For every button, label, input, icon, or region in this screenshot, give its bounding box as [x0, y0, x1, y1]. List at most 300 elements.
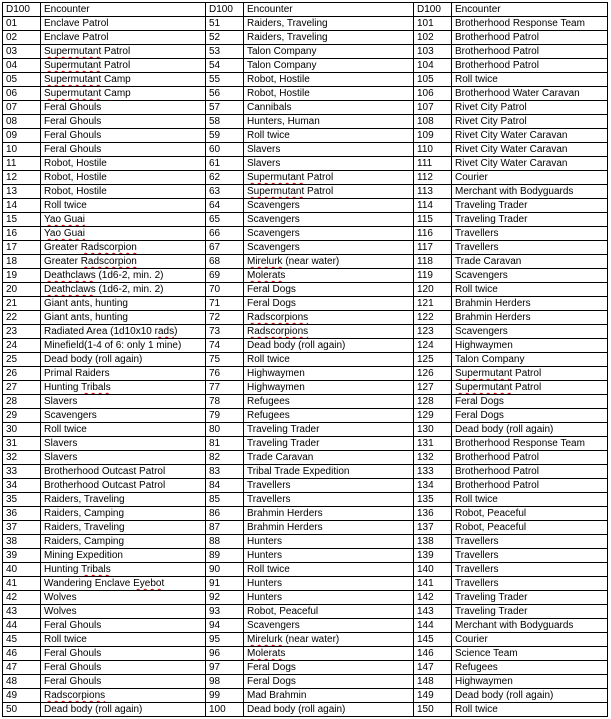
roll-number-cell: 28: [3, 395, 41, 409]
roll-number-cell: 08: [3, 115, 41, 129]
encounter-cell: Scavengers: [244, 199, 414, 213]
table-row: [3, 297, 608, 311]
table-row: [3, 59, 608, 73]
roll-number-cell: 17: [3, 241, 41, 255]
table-row: [3, 647, 608, 661]
encounter-cell: Robot, Peaceful: [452, 507, 608, 521]
encounter-cell: Feral Ghouls: [41, 675, 206, 689]
encounter-cell: Traveling Trader: [452, 213, 608, 227]
encounter-cell: Refugees: [452, 661, 608, 675]
table-row: [3, 563, 608, 577]
roll-number-cell: 07: [3, 101, 41, 115]
encounter-cell: Supermutant Camp: [41, 87, 206, 101]
roll-number-cell: 83: [206, 465, 244, 479]
roll-number-cell: 108: [414, 115, 452, 129]
roll-number-cell: 34: [3, 479, 41, 493]
roll-number-cell: 58: [206, 115, 244, 129]
roll-number-cell: 13: [3, 185, 41, 199]
encounter-cell: Radiated Area (1d10x10 rads): [41, 325, 206, 339]
roll-number-cell: 11: [3, 157, 41, 171]
table-row: [3, 703, 608, 717]
roll-number-cell: 43: [3, 605, 41, 619]
table-row: [3, 689, 608, 703]
roll-number-cell: 123: [414, 325, 452, 339]
encounter-cell: Brahmin Herders: [452, 297, 608, 311]
table-row: [3, 157, 608, 171]
roll-number-cell: 97: [206, 661, 244, 675]
encounter-cell: Feral Ghouls: [41, 647, 206, 661]
roll-number-cell: 135: [414, 493, 452, 507]
encounter-cell: Merchant with Bodyguards: [452, 619, 608, 633]
encounter-cell: Hunting Tribals: [41, 381, 206, 395]
encounter-cell: Trade Caravan: [244, 451, 414, 465]
encounter-cell: Roll twice: [244, 353, 414, 367]
encounter-cell: Rivet City Water Caravan: [452, 143, 608, 157]
encounter-cell: Roll twice: [244, 129, 414, 143]
encounter-cell: Slavers: [244, 157, 414, 171]
encounter-cell: Courier: [452, 171, 608, 185]
encounter-cell: Feral Dogs: [244, 297, 414, 311]
roll-number-cell: 06: [3, 87, 41, 101]
roll-number-cell: 103: [414, 45, 452, 59]
encounter-cell: Giant ants, hunting: [41, 297, 206, 311]
encounter-cell: Tribal Trade Expedition: [244, 465, 414, 479]
encounter-cell: Traveling Trader: [244, 437, 414, 451]
roll-number-cell: 15: [3, 213, 41, 227]
roll-number-cell: 03: [3, 45, 41, 59]
roll-number-cell: 71: [206, 297, 244, 311]
roll-number-cell: 04: [3, 59, 41, 73]
encounter-cell: Brotherhood Water Caravan: [452, 87, 608, 101]
roll-number-cell: 147: [414, 661, 452, 675]
encounter-cell: Traveling Trader: [452, 605, 608, 619]
encounter-cell: Feral Ghouls: [41, 101, 206, 115]
table-row: [3, 87, 608, 101]
table-row: [3, 73, 608, 87]
encounter-cell: Highwaymen: [452, 675, 608, 689]
encounter-cell: Hunters: [244, 535, 414, 549]
table-row: [3, 549, 608, 563]
table-row: [3, 633, 608, 647]
roll-number-cell: 68: [206, 255, 244, 269]
encounter-cell: Minefield(1-4 of 6: only 1 mine): [41, 339, 206, 353]
encounter-cell: Travellers: [452, 227, 608, 241]
roll-number-cell: 146: [414, 647, 452, 661]
table-row: [3, 451, 608, 465]
encounter-cell: Highwaymen: [244, 381, 414, 395]
encounter-cell: Molerats: [244, 269, 414, 283]
encounter-cell: Traveling Trader: [452, 591, 608, 605]
roll-number-cell: 25: [3, 353, 41, 367]
roll-number-cell: 70: [206, 283, 244, 297]
roll-number-cell: 52: [206, 31, 244, 45]
encounter-cell: Robot, Peaceful: [244, 605, 414, 619]
roll-number-cell: 19: [3, 269, 41, 283]
roll-number-cell: 53: [206, 45, 244, 59]
roll-number-cell: 24: [3, 339, 41, 353]
table-row: [3, 269, 608, 283]
encounter-cell: Raiders, Traveling: [41, 521, 206, 535]
roll-number-cell: 26: [3, 367, 41, 381]
encounter-cell: Brahmin Herders: [244, 521, 414, 535]
encounter-cell: Brotherhood Patrol: [452, 479, 608, 493]
encounter-cell: Roll twice: [41, 423, 206, 437]
header-d100: D100: [414, 3, 452, 17]
encounter-cell: Rivet City Water Caravan: [452, 157, 608, 171]
roll-number-cell: 36: [3, 507, 41, 521]
encounter-cell: Scavengers: [244, 619, 414, 633]
table-row: [3, 171, 608, 185]
encounter-cell: Roll twice: [452, 493, 608, 507]
encounter-cell: Dead body (roll again): [244, 703, 414, 717]
encounter-cell: Slavers: [41, 437, 206, 451]
roll-number-cell: 140: [414, 563, 452, 577]
encounter-cell: Slavers: [244, 143, 414, 157]
roll-number-cell: 35: [3, 493, 41, 507]
table-row: [3, 325, 608, 339]
table-row: [3, 381, 608, 395]
roll-number-cell: 56: [206, 87, 244, 101]
roll-number-cell: 132: [414, 451, 452, 465]
roll-number-cell: 61: [206, 157, 244, 171]
encounter-cell: Scavengers: [452, 325, 608, 339]
table-row: [3, 395, 608, 409]
encounter-cell: Wandering Enclave Eyebot: [41, 577, 206, 591]
roll-number-cell: 50: [3, 703, 41, 717]
table-row: [3, 339, 608, 353]
roll-number-cell: 129: [414, 409, 452, 423]
roll-number-cell: 109: [414, 129, 452, 143]
table-row: [3, 409, 608, 423]
encounter-cell: Mirelurk (near water): [244, 633, 414, 647]
roll-number-cell: 115: [414, 213, 452, 227]
encounter-cell: Feral Dogs: [452, 395, 608, 409]
encounter-cell: Radscorpions: [41, 689, 206, 703]
table-row: [3, 661, 608, 675]
table-row: [3, 213, 608, 227]
roll-number-cell: 149: [414, 689, 452, 703]
roll-number-cell: 96: [206, 647, 244, 661]
roll-number-cell: 33: [3, 465, 41, 479]
encounter-cell: Travellers: [452, 549, 608, 563]
roll-number-cell: 93: [206, 605, 244, 619]
roll-number-cell: 23: [3, 325, 41, 339]
roll-number-cell: 16: [3, 227, 41, 241]
roll-number-cell: 55: [206, 73, 244, 87]
roll-number-cell: 72: [206, 311, 244, 325]
encounter-cell: Dead body (roll again): [41, 703, 206, 717]
roll-number-cell: 90: [206, 563, 244, 577]
roll-number-cell: 32: [3, 451, 41, 465]
roll-number-cell: 116: [414, 227, 452, 241]
table-row: [3, 577, 608, 591]
roll-number-cell: 124: [414, 339, 452, 353]
roll-number-cell: 141: [414, 577, 452, 591]
encounter-cell: Brotherhood Patrol: [452, 59, 608, 73]
roll-number-cell: 18: [3, 255, 41, 269]
roll-number-cell: 95: [206, 633, 244, 647]
roll-number-cell: 130: [414, 423, 452, 437]
encounter-cell: Slavers: [41, 451, 206, 465]
encounter-cell: Merchant with Bodyguards: [452, 185, 608, 199]
encounter-cell: Enclave Patrol: [41, 31, 206, 45]
encounter-cell: Rivet City Water Caravan: [452, 129, 608, 143]
encounter-cell: Brotherhood Outcast Patrol: [41, 465, 206, 479]
roll-number-cell: 22: [3, 311, 41, 325]
header-row: [3, 3, 608, 17]
encounter-cell: Slavers: [41, 395, 206, 409]
roll-number-cell: 125: [414, 353, 452, 367]
table-row: [3, 311, 608, 325]
encounter-cell: Highwaymen: [452, 339, 608, 353]
roll-number-cell: 41: [3, 577, 41, 591]
encounter-cell: Robot, Hostile: [41, 171, 206, 185]
encounter-cell: Roll twice: [244, 563, 414, 577]
roll-number-cell: 110: [414, 143, 452, 157]
encounter-cell: Wolves: [41, 591, 206, 605]
table-row: [3, 605, 608, 619]
roll-number-cell: 02: [3, 31, 41, 45]
encounter-cell: Scavengers: [244, 213, 414, 227]
table-row: [3, 535, 608, 549]
encounter-cell: Feral Dogs: [244, 675, 414, 689]
table-row: [3, 143, 608, 157]
table-row: [3, 465, 608, 479]
roll-number-cell: 133: [414, 465, 452, 479]
roll-number-cell: 150: [414, 703, 452, 717]
encounter-cell: Wolves: [41, 605, 206, 619]
roll-number-cell: 120: [414, 283, 452, 297]
encounter-cell: Feral Ghouls: [41, 143, 206, 157]
roll-number-cell: 09: [3, 129, 41, 143]
roll-number-cell: 42: [3, 591, 41, 605]
encounter-cell: Talon Company: [452, 353, 608, 367]
encounter-cell: Roll twice: [452, 703, 608, 717]
encounter-cell: Robot, Hostile: [244, 87, 414, 101]
roll-number-cell: 102: [414, 31, 452, 45]
table-row: [3, 185, 608, 199]
roll-number-cell: 139: [414, 549, 452, 563]
encounter-cell: Feral Ghouls: [41, 661, 206, 675]
encounter-cell: Supermutant Patrol: [41, 45, 206, 59]
roll-number-cell: 131: [414, 437, 452, 451]
roll-number-cell: 05: [3, 73, 41, 87]
encounter-cell: Giant ants, hunting: [41, 311, 206, 325]
roll-number-cell: 49: [3, 689, 41, 703]
roll-number-cell: 117: [414, 241, 452, 255]
roll-number-cell: 60: [206, 143, 244, 157]
roll-number-cell: 10: [3, 143, 41, 157]
encounter-cell: Dead body (roll again): [244, 339, 414, 353]
roll-number-cell: 99: [206, 689, 244, 703]
table-row: [3, 493, 608, 507]
encounter-cell: Dead body (roll again): [452, 423, 608, 437]
roll-number-cell: 14: [3, 199, 41, 213]
encounter-cell: Highwaymen: [244, 367, 414, 381]
encounter-cell: Travellers: [244, 493, 414, 507]
roll-number-cell: 98: [206, 675, 244, 689]
encounter-cell: Rivet City Patrol: [452, 101, 608, 115]
roll-number-cell: 104: [414, 59, 452, 73]
table-row: [3, 675, 608, 689]
encounter-cell: Courier: [452, 633, 608, 647]
encounter-cell: Trade Caravan: [452, 255, 608, 269]
roll-number-cell: 37: [3, 521, 41, 535]
roll-number-cell: 85: [206, 493, 244, 507]
roll-number-cell: 74: [206, 339, 244, 353]
table-row: [3, 353, 608, 367]
encounter-cell: Deathclaws (1d6-2, min. 2): [41, 269, 206, 283]
roll-number-cell: 84: [206, 479, 244, 493]
encounter-cell: Roll twice: [41, 199, 206, 213]
encounter-cell: Cannibals: [244, 101, 414, 115]
encounter-cell: Mad Brahmin: [244, 689, 414, 703]
roll-number-cell: 106: [414, 87, 452, 101]
roll-number-cell: 127: [414, 381, 452, 395]
roll-number-cell: 59: [206, 129, 244, 143]
header-d100: D100: [206, 3, 244, 17]
roll-number-cell: 66: [206, 227, 244, 241]
roll-number-cell: 134: [414, 479, 452, 493]
header-encounter: Encounter: [41, 3, 206, 17]
table-row: [3, 115, 608, 129]
roll-number-cell: 119: [414, 269, 452, 283]
table-row: [3, 45, 608, 59]
encounter-cell: Travellers: [452, 563, 608, 577]
roll-number-cell: 27: [3, 381, 41, 395]
roll-number-cell: 75: [206, 353, 244, 367]
encounter-cell: Scavengers: [244, 241, 414, 255]
encounter-cell: Scavengers: [452, 269, 608, 283]
encounter-cell: Hunters: [244, 577, 414, 591]
encounter-cell: Dead body (roll again): [452, 689, 608, 703]
table-row: [3, 479, 608, 493]
encounter-cell: Feral Dogs: [244, 661, 414, 675]
encounter-cell: Raiders, Traveling: [244, 17, 414, 31]
table-row: [3, 31, 608, 45]
roll-number-cell: 51: [206, 17, 244, 31]
roll-number-cell: 01: [3, 17, 41, 31]
encounter-cell: Refugees: [244, 409, 414, 423]
roll-number-cell: 20: [3, 283, 41, 297]
encounter-cell: Rivet City Patrol: [452, 115, 608, 129]
table-row: [3, 507, 608, 521]
roll-number-cell: 44: [3, 619, 41, 633]
encounter-cell: Raiders, Camping: [41, 535, 206, 549]
roll-number-cell: 121: [414, 297, 452, 311]
table-row: [3, 423, 608, 437]
roll-number-cell: 54: [206, 59, 244, 73]
encounter-cell: Brotherhood Response Team: [452, 17, 608, 31]
roll-number-cell: 137: [414, 521, 452, 535]
encounter-cell: Robot, Peaceful: [452, 521, 608, 535]
roll-number-cell: 38: [3, 535, 41, 549]
encounter-cell: Feral Dogs: [452, 409, 608, 423]
encounter-cell: Yao Guai: [41, 227, 206, 241]
encounter-cell: Feral Dogs: [244, 283, 414, 297]
encounter-cell: Yao Guai: [41, 213, 206, 227]
table-row: [3, 283, 608, 297]
roll-number-cell: 101: [414, 17, 452, 31]
roll-number-cell: 79: [206, 409, 244, 423]
table-row: [3, 227, 608, 241]
encounter-cell: Raiders, Camping: [41, 507, 206, 521]
table-row: [3, 17, 608, 31]
roll-number-cell: 118: [414, 255, 452, 269]
encounter-cell: Brotherhood Patrol: [452, 45, 608, 59]
encounter-cell: Deathclaws (1d6-2, min. 2): [41, 283, 206, 297]
roll-number-cell: 145: [414, 633, 452, 647]
encounter-cell: Traveling Trader: [244, 423, 414, 437]
encounter-cell: Refugees: [244, 395, 414, 409]
roll-number-cell: 48: [3, 675, 41, 689]
encounter-cell: Scavengers: [244, 227, 414, 241]
table-row: [3, 129, 608, 143]
encounter-cell: Dead body (roll again): [41, 353, 206, 367]
encounter-cell: Talon Company: [244, 45, 414, 59]
encounter-cell: Robot, Hostile: [41, 157, 206, 171]
roll-number-cell: 21: [3, 297, 41, 311]
encounter-cell: Roll twice: [452, 283, 608, 297]
encounter-cell: Raiders, Traveling: [41, 493, 206, 507]
header-encounter: Encounter: [452, 3, 608, 17]
roll-number-cell: 136: [414, 507, 452, 521]
roll-number-cell: 94: [206, 619, 244, 633]
roll-number-cell: 105: [414, 73, 452, 87]
encounter-cell: Robot, Hostile: [244, 73, 414, 87]
encounter-cell: Greater Radscorpion: [41, 255, 206, 269]
roll-number-cell: 69: [206, 269, 244, 283]
roll-number-cell: 62: [206, 171, 244, 185]
encounter-cell: Mining Expedition: [41, 549, 206, 563]
roll-number-cell: 112: [414, 171, 452, 185]
encounter-cell: Talon Company: [244, 59, 414, 73]
table-row: [3, 199, 608, 213]
roll-number-cell: 91: [206, 577, 244, 591]
roll-number-cell: 47: [3, 661, 41, 675]
encounter-cell: Greater Radscorpion: [41, 241, 206, 255]
roll-number-cell: 88: [206, 535, 244, 549]
roll-number-cell: 113: [414, 185, 452, 199]
header-d100: D100: [3, 3, 41, 17]
roll-number-cell: 64: [206, 199, 244, 213]
roll-number-cell: 142: [414, 591, 452, 605]
roll-number-cell: 45: [3, 633, 41, 647]
encounter-cell: Feral Ghouls: [41, 619, 206, 633]
encounter-cell: Roll twice: [452, 73, 608, 87]
table-row: [3, 241, 608, 255]
encounter-cell: Science Team: [452, 647, 608, 661]
roll-number-cell: 148: [414, 675, 452, 689]
encounter-cell: Feral Ghouls: [41, 129, 206, 143]
encounter-cell: Brotherhood Patrol: [452, 31, 608, 45]
roll-number-cell: 128: [414, 395, 452, 409]
encounter-cell: Brahmin Herders: [452, 311, 608, 325]
encounter-cell: Scavengers: [41, 409, 206, 423]
roll-number-cell: 73: [206, 325, 244, 339]
table-row: [3, 437, 608, 451]
roll-number-cell: 46: [3, 647, 41, 661]
encounter-cell: Brotherhood Outcast Patrol: [41, 479, 206, 493]
table-row: [3, 591, 608, 605]
encounter-cell: Supermutant Patrol: [41, 59, 206, 73]
encounter-cell: Brotherhood Patrol: [452, 465, 608, 479]
roll-number-cell: 39: [3, 549, 41, 563]
roll-number-cell: 107: [414, 101, 452, 115]
encounter-cell: Travellers: [452, 577, 608, 591]
roll-number-cell: 78: [206, 395, 244, 409]
encounter-cell: Hunters: [244, 549, 414, 563]
